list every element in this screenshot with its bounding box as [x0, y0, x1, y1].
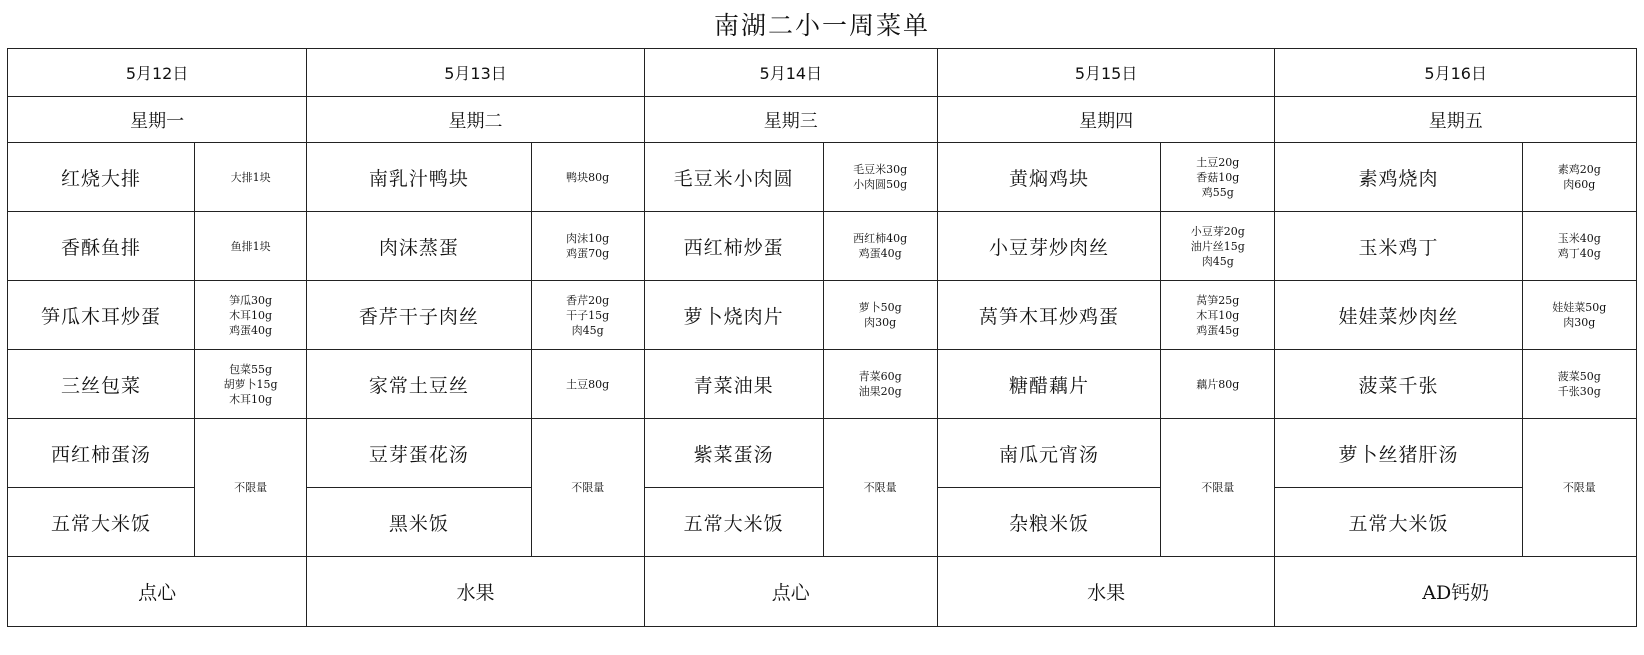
menu-title: 南湖二小一周菜单	[713, 11, 930, 40]
quantity-line: 鸡55g	[1201, 185, 1234, 199]
dish-name: 黄焖鸡块	[937, 143, 1160, 212]
quantity-line: 青菜60g	[858, 370, 902, 383]
quantity-line: 千张30g	[1557, 385, 1601, 398]
date-cell: 5月16日	[1275, 49, 1637, 97]
snack-cell: 水果	[307, 557, 645, 627]
dish-name: 小豆芽炒肉丝	[937, 212, 1160, 281]
quantity-line: 干子15g	[566, 308, 610, 322]
snack-row	[8, 557, 1637, 627]
dish-quantity	[194, 281, 306, 350]
quantity-line: 鸡蛋40g	[229, 323, 273, 337]
quantity-line: 木耳10g	[229, 392, 273, 406]
quantity-line: 小肉圆50g	[853, 178, 908, 191]
dish-quantity	[823, 212, 937, 281]
weekday-cell: 星期三	[644, 97, 937, 143]
quantity-line: 小豆芽20g	[1190, 224, 1245, 238]
quantity-line: 鸡蛋40g	[858, 247, 902, 260]
quantity-line: 大排1块	[230, 170, 271, 184]
soup-name: 萝卜丝猪肝汤	[1275, 419, 1522, 488]
soup-name: 紫菜蛋汤	[644, 419, 823, 488]
quantity-line: 包菜55g	[229, 362, 273, 376]
date-row	[8, 49, 1637, 97]
dish-quantity	[1522, 143, 1636, 212]
dish-name: 青菜油果	[644, 350, 823, 419]
quantity-line: 玉米40g	[1557, 232, 1601, 245]
date-cell: 5月14日	[644, 49, 937, 97]
soup-rice-quantity: 不限量	[1161, 419, 1275, 557]
dish-name: 南乳汁鸭块	[307, 143, 531, 212]
dish-quantity	[531, 143, 644, 212]
dish-name: 香芹干子肉丝	[307, 281, 531, 350]
quantity-line: 油片丝15g	[1190, 239, 1245, 253]
quantity-line: 萝卜50g	[858, 301, 902, 314]
dish-quantity	[823, 281, 937, 350]
snack-cell: 点心	[8, 557, 307, 627]
dish-quantity	[1161, 143, 1275, 212]
rice-name: 杂粮米饭	[937, 488, 1160, 557]
dish-name: 素鸡烧肉	[1275, 143, 1522, 212]
weekly-menu-table	[7, 48, 1637, 627]
date-cell: 5月13日	[307, 49, 645, 97]
dish-name: 玉米鸡丁	[1275, 212, 1522, 281]
soup-name: 南瓜元宵汤	[937, 419, 1160, 488]
quantity-line: 木耳10g	[1196, 308, 1240, 322]
dish-name: 香酥鱼排	[8, 212, 195, 281]
soup-name: 豆芽蛋花汤	[307, 419, 531, 488]
weekday-row	[8, 97, 1637, 143]
quantity-line: 香芹20g	[566, 293, 610, 307]
dish-quantity	[194, 350, 306, 419]
dish-quantity	[1161, 350, 1275, 419]
date-cell: 5月12日	[8, 49, 307, 97]
dish-quantity	[1522, 212, 1636, 281]
snack-cell: AD钙奶	[1275, 557, 1637, 627]
snack-cell: 水果	[937, 557, 1275, 627]
quantity-line: 藕片80g	[1196, 377, 1240, 391]
quantity-line: 木耳10g	[229, 308, 273, 322]
dish-row	[8, 143, 1637, 212]
weekday-cell: 星期四	[937, 97, 1275, 143]
quantity-line: 笋瓜30g	[229, 293, 273, 307]
quantity-line: 肉45g	[1201, 254, 1234, 268]
quantity-line: 肉45g	[571, 323, 604, 337]
quantity-line: 土豆80g	[566, 377, 610, 391]
weekday-cell: 星期二	[307, 97, 645, 143]
rice-name: 黑米饭	[307, 488, 531, 557]
quantity-line: 香菇10g	[1196, 170, 1240, 184]
quantity-line: 土豆20g	[1196, 155, 1240, 169]
dish-name: 毛豆米小肉圆	[644, 143, 823, 212]
dish-row	[8, 350, 1637, 419]
quantity-line: 鸡丁40g	[1557, 247, 1601, 260]
quantity-line: 莴笋25g	[1196, 293, 1240, 307]
weekday-cell: 星期一	[8, 97, 307, 143]
dish-quantity	[1161, 281, 1275, 350]
dish-name: 莴笋木耳炒鸡蛋	[937, 281, 1160, 350]
dish-row	[8, 212, 1637, 281]
rice-name: 五常大米饭	[1275, 488, 1522, 557]
dish-name: 家常土豆丝	[307, 350, 531, 419]
quantity-line: 鱼排1块	[230, 239, 271, 253]
dish-row	[8, 281, 1637, 350]
dish-quantity	[823, 350, 937, 419]
quantity-line: 肉60g	[1563, 178, 1596, 191]
dish-quantity	[194, 143, 306, 212]
rice-name: 五常大米饭	[644, 488, 823, 557]
dish-quantity	[531, 212, 644, 281]
quantity-line: 肉30g	[864, 316, 897, 329]
soup-rice-quantity: 不限量	[194, 419, 306, 557]
soup-name: 西红柿蛋汤	[8, 419, 195, 488]
dish-quantity	[194, 212, 306, 281]
quantity-line: 肉30g	[1563, 316, 1596, 329]
dish-quantity	[531, 350, 644, 419]
quantity-line: 鸡蛋45g	[1196, 323, 1240, 337]
dish-name: 娃娃菜炒肉丝	[1275, 281, 1522, 350]
dish-quantity	[1522, 350, 1636, 419]
quantity-line: 鸡蛋70g	[566, 247, 610, 260]
quantity-line: 鸭块80g	[566, 170, 610, 184]
soup-row	[8, 419, 1637, 488]
dish-quantity	[823, 143, 937, 212]
soup-rice-quantity: 不限量	[1522, 419, 1636, 557]
quantity-line: 菠菜50g	[1557, 370, 1601, 383]
dish-name: 糖醋藕片	[937, 350, 1160, 419]
quantity-line: 西红柿40g	[853, 232, 908, 245]
quantity-line: 毛豆米30g	[853, 163, 908, 176]
soup-rice-quantity: 不限量	[823, 419, 937, 557]
dish-name: 红烧大排	[8, 143, 195, 212]
dish-name: 西红柿炒蛋	[644, 212, 823, 281]
dish-name: 肉沫蒸蛋	[307, 212, 531, 281]
quantity-line: 胡萝卜15g	[223, 377, 278, 391]
soup-rice-quantity: 不限量	[531, 419, 644, 557]
quantity-line: 肉沫10g	[566, 232, 610, 245]
dish-name: 笋瓜木耳炒蛋	[8, 281, 195, 350]
dish-name: 菠菜千张	[1275, 350, 1522, 419]
dish-name: 三丝包菜	[8, 350, 195, 419]
quantity-line: 娃娃菜50g	[1552, 301, 1607, 314]
dish-quantity	[531, 281, 644, 350]
quantity-line: 素鸡20g	[1557, 163, 1601, 176]
quantity-line: 油果20g	[858, 385, 902, 398]
dish-quantity	[1522, 281, 1636, 350]
date-cell: 5月15日	[937, 49, 1275, 97]
rice-name: 五常大米饭	[8, 488, 195, 557]
dish-quantity	[1161, 212, 1275, 281]
weekday-cell: 星期五	[1275, 97, 1637, 143]
snack-cell: 点心	[644, 557, 937, 627]
dish-name: 萝卜烧肉片	[644, 281, 823, 350]
